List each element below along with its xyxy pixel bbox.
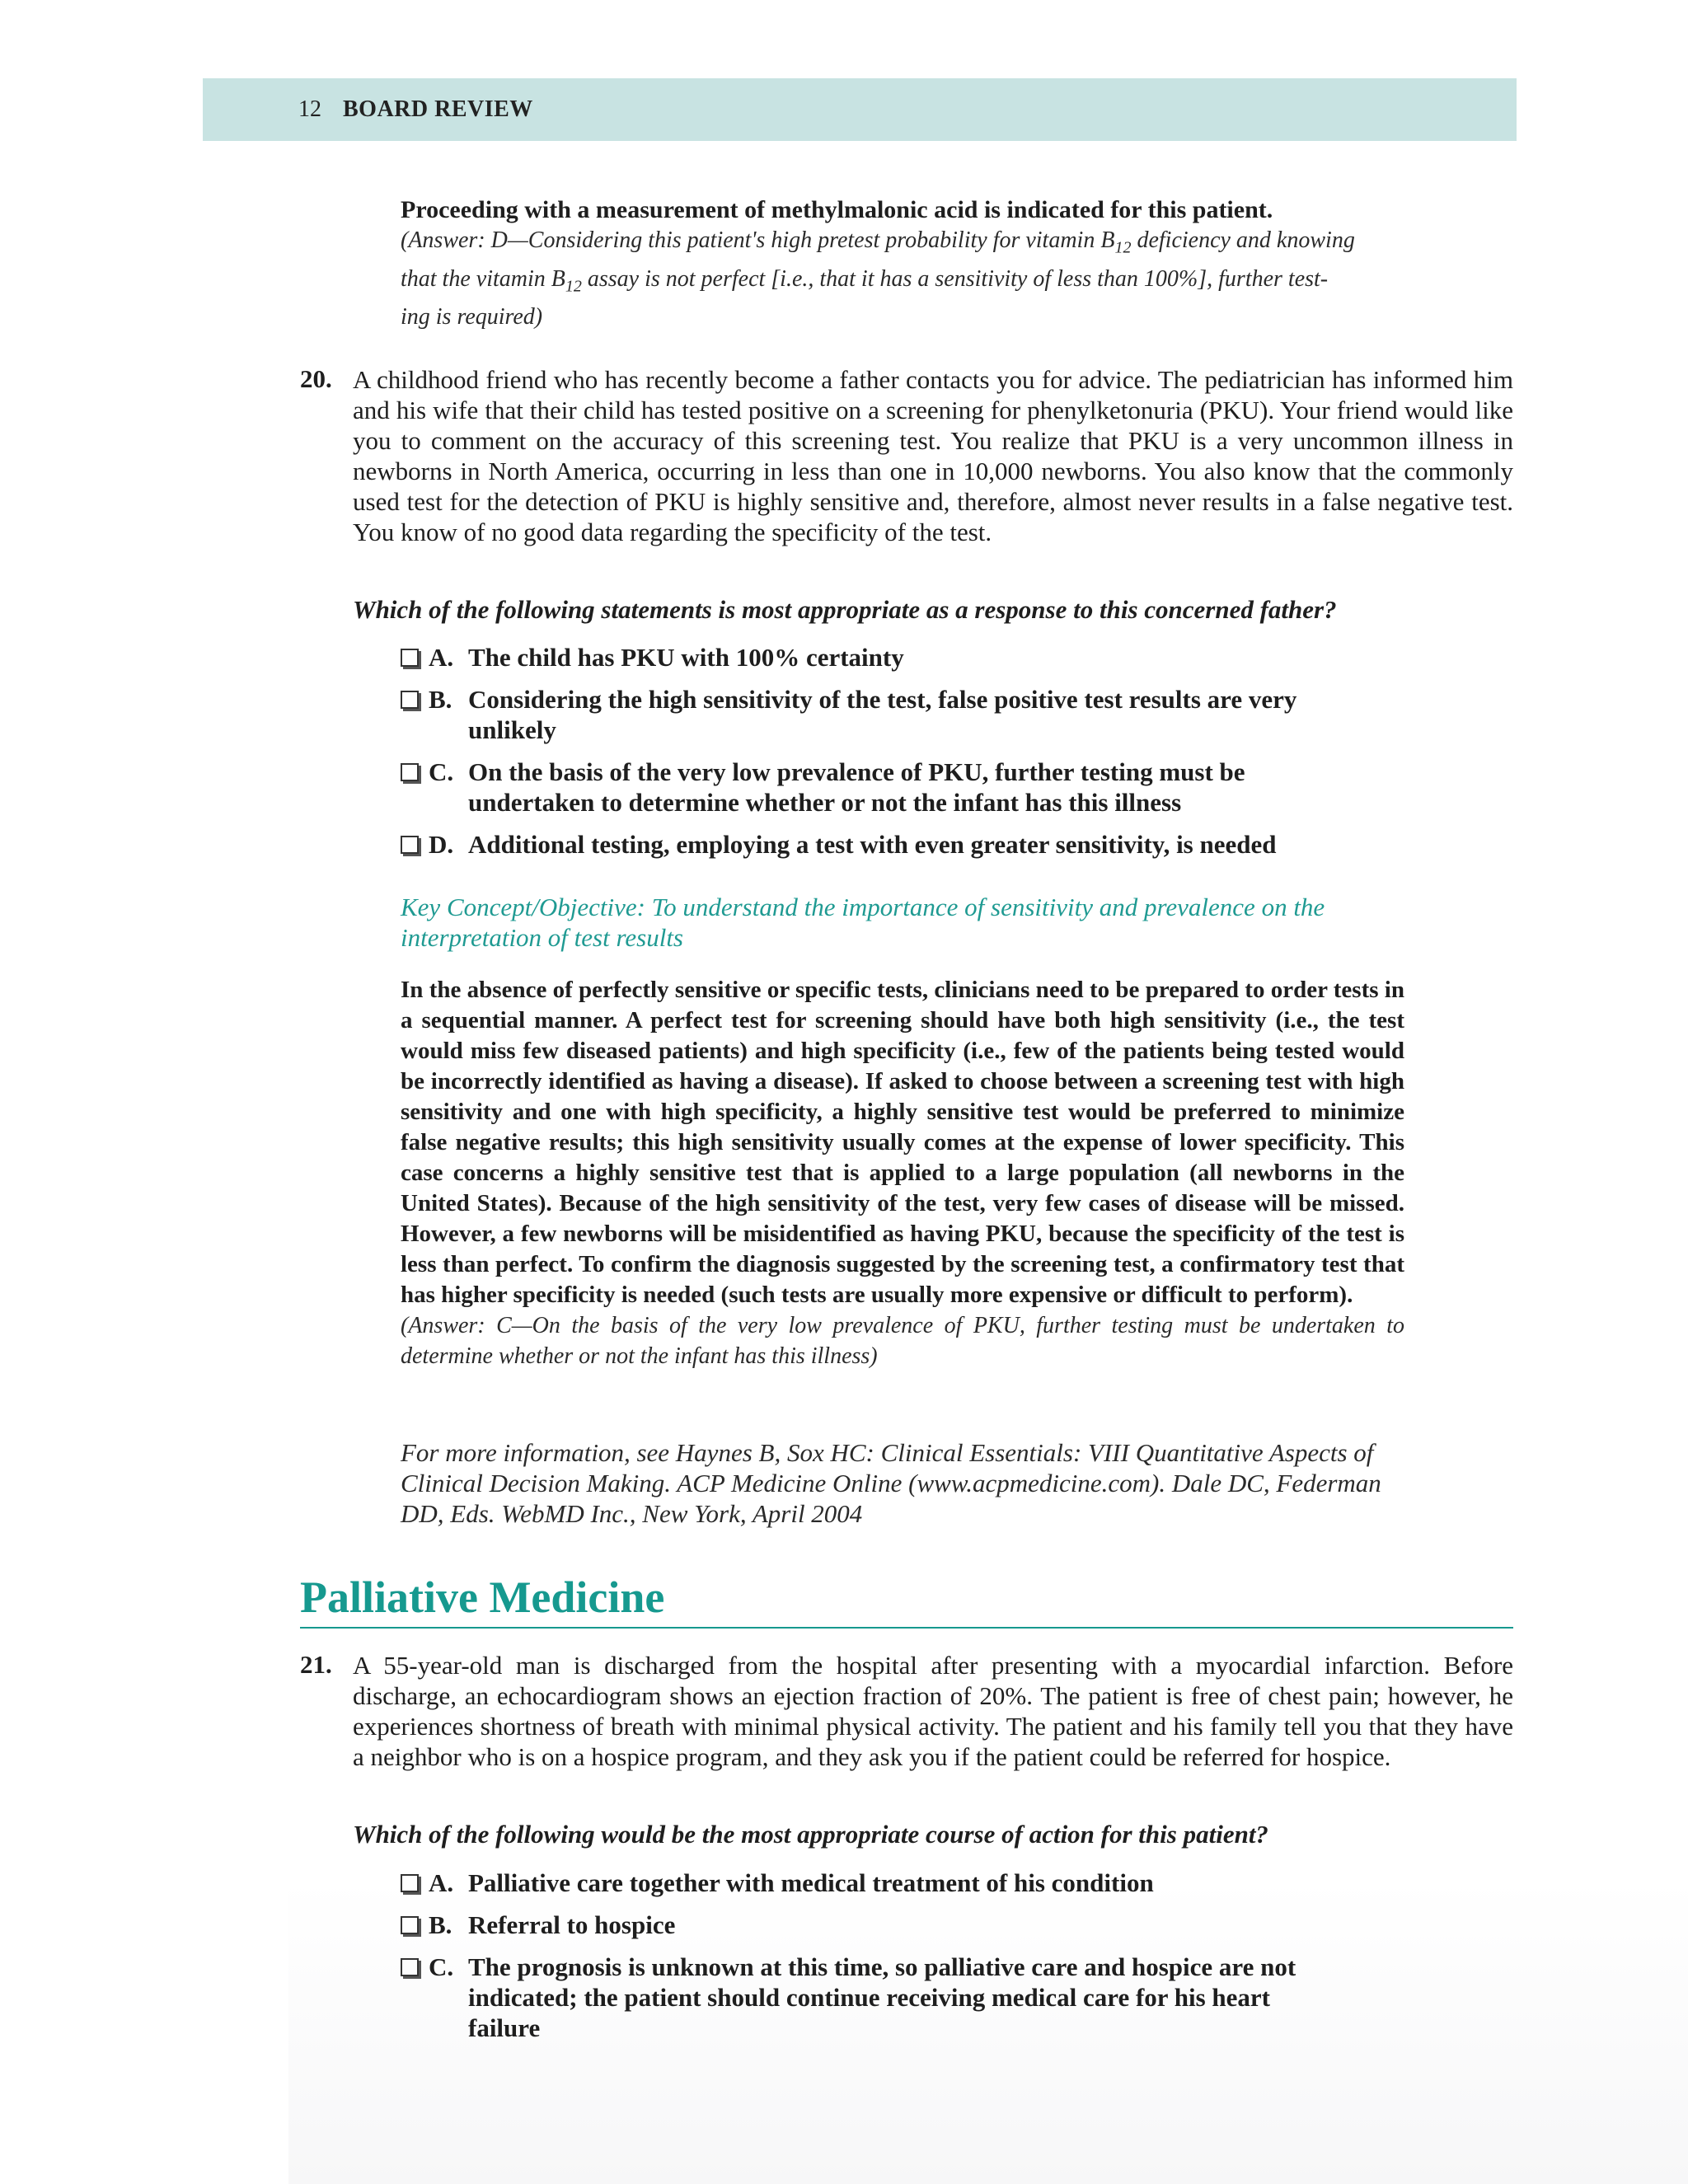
q21-prompt-block bbox=[353, 1820, 1513, 1849]
q19-answer-block bbox=[401, 194, 1404, 332]
checkbox-icon[interactable] bbox=[401, 763, 419, 781]
q20-option-d[interactable] bbox=[401, 829, 1348, 860]
checkbox-icon[interactable] bbox=[401, 836, 419, 854]
option-letter: D. bbox=[429, 830, 454, 859]
q19-answer-line-1: (Answer: D—Considering this patient's high pretest probability for vitamin $B_{12}$ deficiency and knowing bbox=[401, 227, 1355, 257]
option-text: Referral to hospice bbox=[468, 1910, 676, 1939]
q20-stem: A childhood friend who has recently become a father contacts you for advice. The pediatrician has informed him and his wife that their child has tested positive on a screening for phenylketonuria (PKU). Your friend would like you to comment on the accuracy of this screening test. You realize that PKU is a very uncommon illness in newborns in North America, occurring in less than one in 10,000 newborns. You also know that the commonly used test for the detection of PKU is highly sensitive and, therefore, almost never results in a false negative test. You know of no good data regarding the specificity of the test. bbox=[353, 365, 1513, 546]
option-text: Additional testing, employing a test with even greater sensitivity, is needed bbox=[468, 830, 1277, 859]
q20-explanation: In the absence of perfectly sensitive or specific tests, clinicians need to be prepared to order tests in a sequential manner. A perfect test for screening should have both high sensitivity (i.e., the test would miss few diseased patients) and high specificity (i.e., few of the patients being tested would be incorrectly identified as having a disease). If asked to choose between a screening test with high sensitivity and one with high specificity, a highly sensitive test would be preferred to minimize false negative results; this high sensitivity usually comes at the expense of lower specificity. This case concerns a highly sensitive test that is applied to a large population (all newborns in the United States). Because of the high sensitivity of the test, very few cases of disease will be missed. However, a few newborns will be misidentified as having PKU, because the specificity of the test is less than perfect. To confirm the diagnosis suggested by the screening test, a confirmatory test that has higher specificity is needed (such tests are usually more expensive or difficult to perform). bbox=[401, 977, 1404, 1308]
q21-option-a[interactable] bbox=[401, 1868, 1348, 1898]
option-text: Considering the high sensitivity of the test, false positive test results are very unlikely bbox=[468, 685, 1297, 744]
q21-prompt: Which of the following would be the most appropriate course of action for this patient? bbox=[353, 1820, 1268, 1849]
option-text: Palliative care together with medical treatment of his condition bbox=[468, 1868, 1154, 1897]
q20-option-a[interactable] bbox=[401, 642, 1348, 673]
option-letter: B. bbox=[429, 685, 452, 714]
option-letter: A. bbox=[429, 1868, 454, 1897]
option-text: On the basis of the very low prevalence of PKU, further testing must be undertaken to determine whether or not the infant has this illness bbox=[468, 757, 1245, 817]
q20-prompt: Which of the following statements is most appropriate as a response to this concerned father? bbox=[353, 595, 1337, 624]
option-letter: C. bbox=[429, 1952, 454, 1981]
checkbox-icon[interactable] bbox=[401, 1874, 419, 1892]
q21-option-b[interactable] bbox=[401, 1910, 1348, 1940]
q21-options bbox=[401, 1868, 1348, 2055]
q21-stem: A 55-year-old man is discharged from the hospital after presenting with a myocardial infarction. Before discharge, an echocardiogram shows an ejection fraction of 20%. The patient is free of chest pain; however, he experiences shortness of breath with minimal physical activity. The patient and his family tell you that they have a neighbor who is on a hospice program, and they ask you if the patient could be referred for hospice. bbox=[353, 1651, 1513, 1771]
q19-answer bbox=[401, 225, 1404, 332]
q20-option-b[interactable] bbox=[401, 684, 1348, 745]
q21-number: 21. bbox=[300, 1650, 332, 1679]
q20-key-concept: Key Concept/Objective: To understand the importance of sensitivity and prevalence on the interpretation of test results bbox=[401, 893, 1325, 952]
q19-statement: Proceeding with a measurement of methylmalonic acid is indicated for this patient. bbox=[401, 196, 1273, 223]
running-head-title: BOARD REVIEW bbox=[343, 96, 533, 122]
q20-stem-block bbox=[353, 364, 1513, 547]
q19-answer-line-3: ing is required) bbox=[401, 304, 543, 330]
section-heading: Palliative Medicine bbox=[300, 1572, 1513, 1629]
option-text: The prognosis is unknown at this time, so palliative care and hospice are not indicated; the patient should continue receiving medical care for his heart failure bbox=[468, 1952, 1296, 2042]
q20-answer: (Answer: C—On the basis of the very low prevalence of PKU, further testing must be undertaken to determine whether or not the infant has this illness) bbox=[401, 1313, 1404, 1369]
option-letter: A. bbox=[429, 643, 454, 672]
q20-option-c[interactable] bbox=[401, 757, 1348, 818]
option-letter: C. bbox=[429, 757, 454, 786]
option-text: The child has PKU with 100% certainty bbox=[468, 643, 904, 672]
q20-explanation-block bbox=[401, 975, 1404, 1371]
checkbox-icon[interactable] bbox=[401, 649, 419, 667]
page-number: 12 bbox=[298, 96, 321, 122]
q19-answer-line-2: that the vitamin $B_{12}$ assay is not perfect [i.e., that it has a sensitivity of less than 100%], further test- bbox=[401, 265, 1329, 296]
checkbox-icon[interactable] bbox=[401, 1916, 419, 1934]
checkbox-icon[interactable] bbox=[401, 1958, 419, 1976]
option-letter: B. bbox=[429, 1910, 452, 1939]
q20-key-concept-block bbox=[401, 892, 1404, 953]
q20-options bbox=[401, 642, 1348, 871]
q20-number: 20. bbox=[300, 364, 332, 393]
checkbox-icon[interactable] bbox=[401, 691, 419, 709]
q20-reference-block bbox=[401, 1437, 1404, 1529]
q20-reference: For more information, see Haynes B, Sox HC: Clinical Essentials: VIII Quantitative Aspects of Clinical Decision Making. ACP Medicine Online (www.acpmedicine.com). Dale DC, Federman DD, Eds. WebMD Inc., New York, April 2004 bbox=[401, 1438, 1381, 1528]
running-header bbox=[203, 78, 1517, 141]
q21-option-c[interactable] bbox=[401, 1952, 1348, 2043]
q20-prompt-block bbox=[353, 595, 1513, 625]
q21-stem-block bbox=[353, 1650, 1513, 1772]
